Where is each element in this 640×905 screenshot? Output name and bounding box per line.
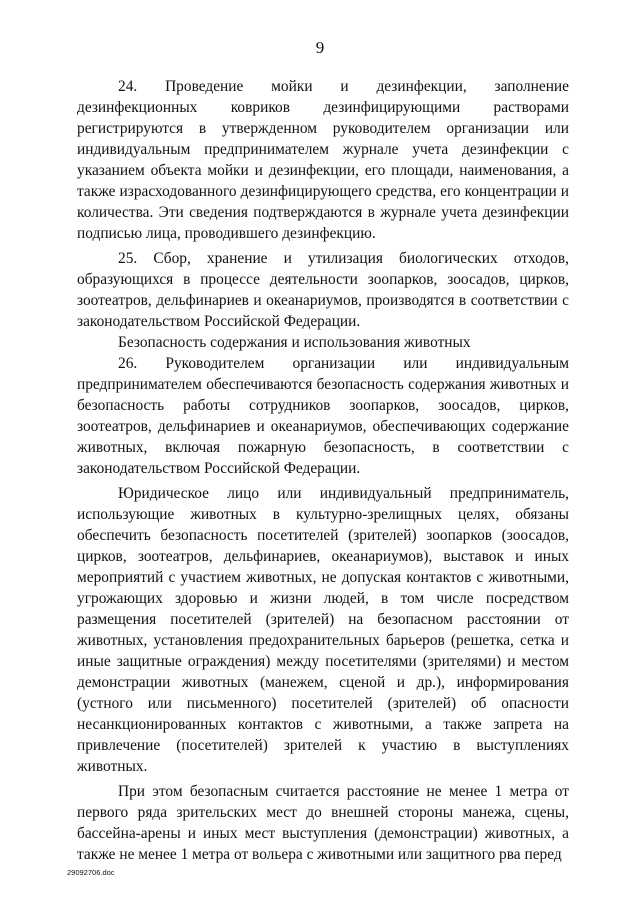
page-number: 9 [315, 38, 325, 57]
paragraph-24: 24. Проведение мойки и дезинфекции, заполнение дезинфекционных ковриков дезинфицирующими растворами регистрируются в утвержденном руководителем организации или индивидуальным предпринимателем журнале учета дезинфекции с указанием объекта мойки и дезинфекции, его площади, наименования, а также израсходованного дезинфицирующего средства, его концентрации и количества. Эти сведения подтверждаются в журнале учета дезинфекции подписью лица, проводившего дезинфекцию. [77, 78, 569, 242]
footer-document-ref: 29092706.doc [67, 868, 115, 877]
document-body [77, 76, 569, 865]
paragraph-26-safe-distance: При этом безопасным считается расстояние не менее 1 метра от первого ряда зрительских мест до внешней стороны манежа, сцены, бассейна-арены и иных мест выступления (демонстрации) животных, а также не менее 1 метра от вольера с животными или защитного рва перед [77, 783, 569, 863]
paragraph-26: 26. Руководителем организации или индивидуальным предпринимателем обеспечиваются безопасность содержания животных и безопасность работы сотрудников зоопарков, зоосадов, цирков, зоотеатров, дельфинариев и океанариумов, обеспечивающих содержание животных, включая пожарную безопасность, в соответствии с законодательством Российской Федерации. [77, 355, 569, 477]
section-heading: Безопасность содержания и использования животных [118, 334, 471, 351]
paragraph-26-legal-entity: Юридическое лицо или индивидуальный предприниматель, использующие животных в культурно-зрелищных целях, обязаны обеспечить безопасность посетителей (зрителей) зоопарков (зоосадов, цирков, зоотеатров, дельфинариев, океанариумов), выставок и иных мероприятий с участием животных, не допуская контактов с животными, угрожающих здоровью и жизни людей, в том числе посредством размещения посетителей (зрителей) на безопасном расстоянии от животных, установления предохранительных барьеров (решетка, сетка и иные защитные ограждения) между посетителями (зрителями) и местом демонстрации животных (манежем, сценой и др.), информирования (устного или письменного) посетителей (зрителей) об опасности несанкционированных контактов с животными, а также запрета на привлечение (посетителей) зрителей к участию в выступлениях животных. [77, 485, 569, 775]
paragraph-25: 25. Сбор, хранение и утилизация биологических отходов, образующихся в процессе деятельности зоопарков, зоосадов, цирков, зоотеатров, дельфинариев и океанариумов, производятся в соответствии с законодательством Российской Федерации. [77, 250, 569, 330]
